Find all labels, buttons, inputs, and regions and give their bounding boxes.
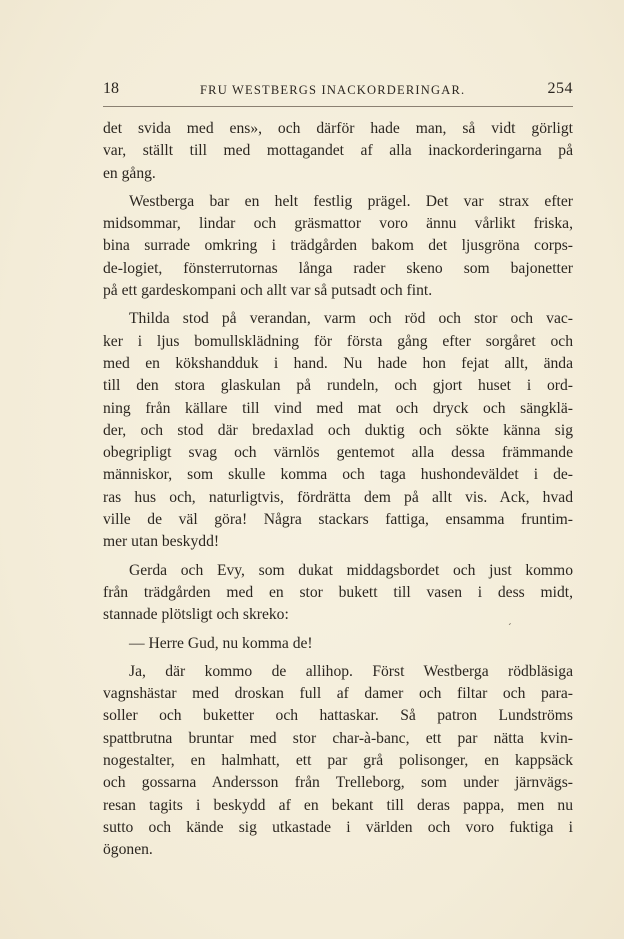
- text-line: spattbrutna bruntar med stor char-à-banc, ett par nätta kvin-: [103, 729, 573, 747]
- text-line: mer utan beskydd!: [103, 533, 220, 551]
- text-line: på ett gardeskompani och allt var så putsadt och fint.: [103, 282, 433, 300]
- page-number-right: 254: [547, 80, 573, 97]
- text-line: obegripligt svag och värnlös gentemot alla dessa främmande: [103, 444, 573, 462]
- text-line: nogestalter, en halmhatt, ett par grå polisonger, en kappsäck: [103, 752, 573, 770]
- text-line: vagnshästar med droskan full af damer och filtar och para-: [103, 685, 573, 703]
- text-line: sutto och kände sig utkastade i världen och voro fuktiga i: [103, 818, 573, 836]
- text-line: ras hus och, naturligtvis, fördrätta dem på allt vis. Ack, hvad: [103, 488, 573, 506]
- text-line: ville de väl göra! Några stackars fattiga, ensamma fruntim-: [103, 511, 573, 529]
- page-number-left: 18: [103, 80, 119, 97]
- text-line: Westberga bar en helt festlig prägel. Det var strax efter: [129, 192, 573, 210]
- stray-print-mark: ˊ: [508, 622, 512, 634]
- body-text: [103, 118, 573, 862]
- paragraph: [103, 118, 573, 185]
- header-rule: [103, 106, 573, 107]
- text-line: de-logiet, fönsterrutornas långa rader skeno som bajonetter: [103, 259, 573, 277]
- text-line: med en kökshandduk i hand. Nu hade hon fejat allt, ända: [103, 354, 573, 372]
- text-line: soller och buketter och hattaskar. Så patron Lundströms: [103, 707, 573, 725]
- text-line: till den stora glaskulan på rundeln, och gjort huset i ord-: [103, 377, 573, 395]
- text-line: ögonen.: [103, 841, 153, 859]
- text-line: midsommar, lindar och gräsmattor voro ännu vårlikt friska,: [103, 215, 573, 233]
- paragraph: [103, 661, 573, 862]
- text-line: människor, som skulle komma och taga hushondeväldet i de-: [103, 466, 573, 484]
- text-line: ning från källare till vind med mat och dryck och sängklä-: [103, 399, 573, 417]
- running-title: FRU WESTBERGS INACKORDERINGAR.: [200, 83, 466, 97]
- text-line: från trädgården med en stor bukett till vasen i dess midt,: [103, 583, 573, 601]
- text-line: der, och stod där bredaxlad och duktig och sökte känna sig: [103, 421, 573, 439]
- page-header: [103, 80, 573, 104]
- text-line: — Herre Gud, nu komma de!: [129, 634, 313, 652]
- text-line: och gossarna Andersson från Trelleborg, som under järnvägs-: [103, 774, 573, 792]
- text-line: var, ställt till med mottagandet af alla inackorderingarna på: [103, 142, 573, 160]
- text-line: Thilda stod på verandan, varm och röd och stor och vac-: [129, 310, 573, 328]
- paragraph: [103, 560, 573, 627]
- text-line: en gång.: [103, 164, 156, 182]
- text-line: resan tagits i beskydd af en bekant till deras pappa, men nu: [103, 796, 573, 814]
- paragraph: [103, 633, 573, 655]
- text-line: Ja, där kommo de allihop. Först Westberga rödbläsiga: [129, 662, 573, 680]
- paragraph: [103, 191, 573, 302]
- text-line: Gerda och Evy, som dukat middagsbordet och just kommo: [129, 561, 573, 579]
- text-line: ker i ljus bomullsklädning för första gång efter sorgåret och: [103, 332, 573, 350]
- paragraph: [103, 308, 573, 553]
- text-line: stannade plötsligt och skreko:: [103, 606, 289, 624]
- text-line: det svida med ens», och därför hade man, så vidt görligt: [103, 120, 573, 137]
- text-line: bina surrade omkring i trädgården bakom det ljusgröna corps-: [103, 237, 573, 255]
